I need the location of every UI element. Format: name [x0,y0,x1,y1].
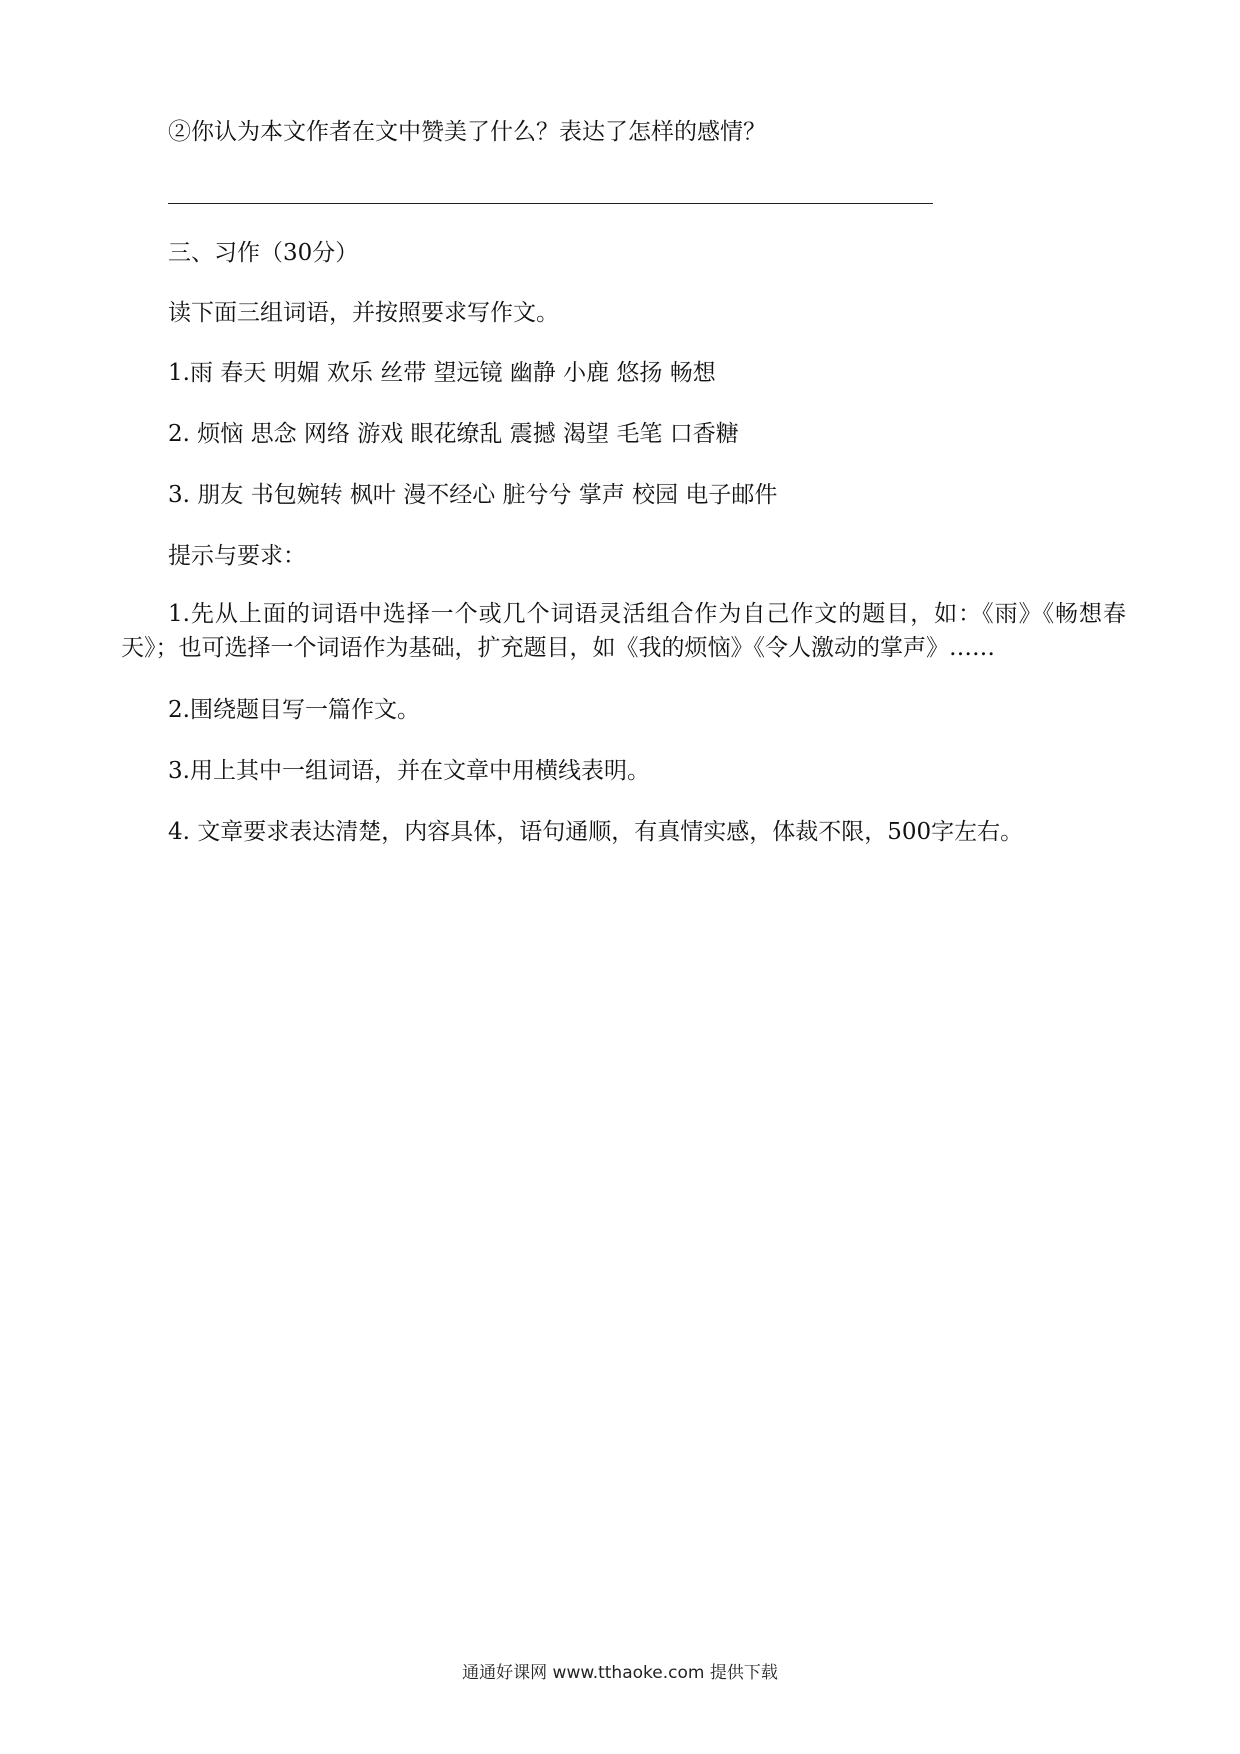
word-group-1: 1.雨 春天 明媚 欢乐 丝带 望远镜 幽静 小鹿 悠扬 畅想 [168,360,716,386]
tip-3: 3.用上其中一组词语，并在文章中用横线表明。 [168,758,650,784]
tips-heading: 提示与要求： [168,543,306,569]
tip-4: 4. 文章要求表达清楚，内容具体，语句通顺，有真情实感，体裁不限，500字左右。 [168,819,1024,845]
tip-2: 2.围绕题目写一篇作文。 [168,697,420,723]
tip-1: 1.先从上面的词语中选择一个或几个词语灵活组合作为自己作文的题目，如：《雨》《畅想春天》；也可选择一个词语作为基础，扩充题目，如《我的烦恼》《令人激动的掌声》…… [121,601,1126,661]
answer-blank-line [168,203,933,204]
section-instruction: 读下面三组词语，并按照要求写作文。 [168,300,559,326]
word-group-3: 3. 朋友 书包婉转 枫叶 漫不经心 脏兮兮 掌声 校园 电子邮件 [168,482,778,508]
question-text: ②你认为本文作者在文中赞美了什么？表达了怎样的感情？ [168,119,766,145]
word-group-2: 2. 烦恼 思念 网络 游戏 眼花缭乱 震撼 渴望 毛笔 口香糖 [168,421,739,447]
page-footer: 通通好课网 www.tthaoke.com 提供下载 [462,1663,778,1683]
section-heading: 三、习作（30分） [168,240,359,266]
